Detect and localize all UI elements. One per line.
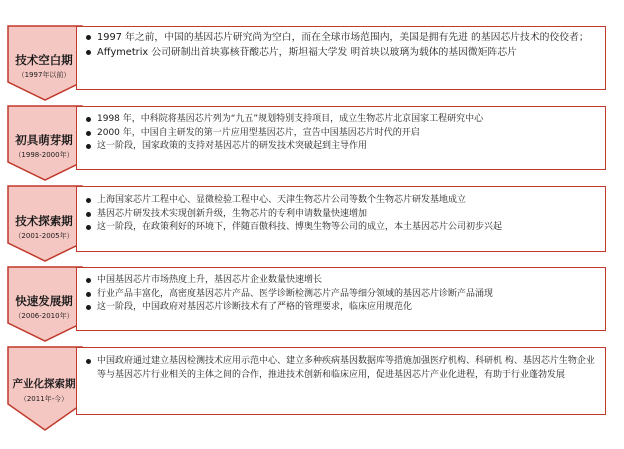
list-item: 上海国家芯片工程中心、显微检验工程中心、天津生物芯片公司等数个生物芯片研发基地成立 [85, 194, 599, 208]
bullet-list [85, 194, 599, 235]
bullet-list [85, 355, 599, 382]
stage-period: （2006-2010年） [14, 312, 74, 320]
bullet-list [85, 113, 599, 154]
stage-label-2 [6, 133, 82, 160]
list-item: 行业产品丰富化，高密度基因芯片产品、医学诊断检测芯片产品等细分领域的基因芯片诊断产品涌现 [85, 288, 599, 302]
stage-title: 技术空白期 [15, 53, 73, 67]
stage-period: （2001-2005年） [14, 232, 74, 240]
list-item: 1997 年之前，中国的基因芯片研究尚为空白，而在全球市场范围内，美国是拥有先进 的基因芯片技术的佼佼者； [85, 30, 599, 45]
stage-box-4 [76, 267, 606, 331]
list-item: 2000 年，中国自主研发的第一片应用型基因芯片，宣告中国基因芯片时代的开启 [85, 127, 599, 141]
bullet-list [85, 30, 599, 60]
stage-period: （2011年-今） [19, 395, 69, 403]
stage-label-4 [6, 294, 82, 321]
list-item: 中国基因芯片市场热度上升，基因芯片企业数量快速增长 [85, 274, 599, 288]
stage-period: （1997年以前） [17, 71, 71, 79]
list-item: 这一阶段，在政策利好的环境下，伴随百傲科技、博奥生物等公司的成立，本土基因芯片公司初步兴起 [85, 221, 599, 235]
stage-box-1 [76, 26, 606, 90]
stage-title: 初具萌芽期 [15, 133, 73, 147]
list-item: 这一阶段，国家政策的支持对基因芯片的研发技术突破起到主导作用 [85, 140, 599, 154]
stage-box-3 [76, 186, 606, 252]
stage-label-5 [6, 377, 82, 404]
bullet-list [85, 274, 599, 315]
stage-box-5 [76, 347, 606, 415]
stage-label-1 [6, 53, 82, 80]
stage-box-2 [76, 106, 606, 170]
stage-title: 技术探索期 [15, 214, 73, 228]
stage-title: 快速发展期 [15, 294, 73, 308]
list-item: 1998 年，中科院将基因芯片列为“九五”规划特别支持项目，成立生物芯片北京国家工程研究中心 [85, 113, 599, 127]
stage-period: （1998-2000年） [14, 151, 74, 159]
list-item: 这一阶段，中国政府对基因芯片诊断技术有了严格的管理要求，临床应用规范化 [85, 301, 599, 315]
stage-label-3 [6, 214, 82, 241]
list-item: Affymetrix 公司研制出首块寡核苷酸芯片，斯坦福大学发 明首块以玻璃为载体的基因微矩阵芯片 [85, 45, 599, 60]
list-item: 基因芯片研发技术实现创新升级，生物芯片的专利申请数量快速增加 [85, 208, 599, 222]
list-item: 中国政府通过建立基因检测技术应用示范中心、建立多种疾病基因数据库等措施加强医疗机构、科研机 构、基因芯片生物企业等与基因芯片行业相关的主体之间的合作，推进技术创新和临床应用，促进基因芯片产业化进程，有助于行业蓬勃发展 [85, 355, 599, 382]
stage-title: 产业化探索期 [12, 378, 76, 390]
